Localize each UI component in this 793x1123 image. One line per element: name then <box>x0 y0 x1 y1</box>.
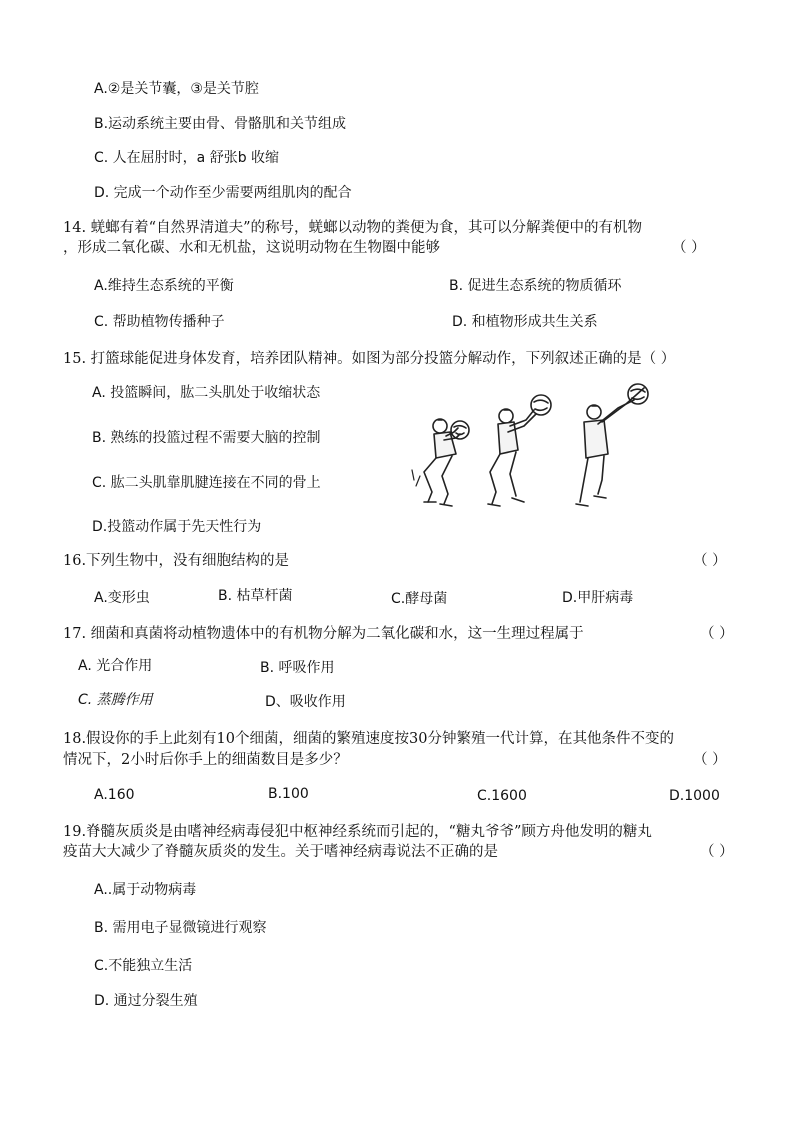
q15-option-c: C. 肱二头肌靠肌腱连接在不同的骨上 <box>92 475 321 491</box>
q16-option-b: B. 枯草杆菌 <box>218 588 293 604</box>
q19-stem-line1: 19.脊髓灰质炎是由嗜神经病毒侵犯中枢神经系统而引起的，“糖丸爷爷”顾方舟他发明的糖丸 <box>63 824 652 840</box>
q17-option-d: D、吸收作用 <box>265 694 346 710</box>
q15-option-d: D.投篮动作属于先天性行为 <box>92 519 262 535</box>
q18-option-b: B.100 <box>268 786 309 802</box>
q14-stem-line1: 14. 蜣螂有着“自然界清道夫”的称号，蜣螂以动物的粪便为食，其可以分解粪便中的有机物 <box>63 220 642 236</box>
q14-answer-bracket: （ ） <box>672 240 706 256</box>
q18-answer-bracket: （ ） <box>693 752 727 768</box>
q19-option-d: D. 通过分裂生殖 <box>94 993 198 1009</box>
q16-answer-bracket: （ ） <box>693 553 727 569</box>
q18-option-d: D.1000 <box>669 788 720 804</box>
q15-option-a: A. 投篮瞬间，肱二头肌处于收缩状态 <box>92 385 321 401</box>
q19-stem-line2: 疫苗大大减少了脊髓灰质炎的发生。关于嗜神经病毒说法不正确的是 <box>63 844 498 860</box>
q14-option-a: A.维持生态系统的平衡 <box>94 278 234 294</box>
q15-stem: 15. 打篮球能促进身体发育，培养团队精神。如图为部分投篮分解动作，下列叙述正确的是（ ） <box>63 351 676 367</box>
q19-option-c: C.不能独立生活 <box>94 958 193 974</box>
q16-option-a: A.变形虫 <box>94 590 150 606</box>
q16-option-c: C.酵母菌 <box>391 591 448 607</box>
q18-stem-line1: 18.假设你的手上此刻有10个细菌，细菌的繁殖速度按30分钟繁殖一代计算，在其他条件不变的 <box>63 731 674 747</box>
q14-option-d: D. 和植物形成共生关系 <box>452 314 598 330</box>
q18-option-c: C.1600 <box>477 788 527 804</box>
q19-answer-bracket: （ ） <box>700 844 734 860</box>
basketball-shooting-figure <box>398 380 660 518</box>
q17-option-a: A. 光合作用 <box>78 658 153 674</box>
q17-stem: 17. 细菌和真菌将动植物遗体中的有机物分解为二氧化碳和水，这一生理过程属于 <box>63 626 584 642</box>
q17-answer-bracket: （ ） <box>700 626 734 642</box>
q16-stem: 16.下列生物中，没有细胞结构的是 <box>63 553 290 569</box>
q17-option-c: C. 蒸腾作用 <box>78 692 153 708</box>
basketball-shooting-figures-icon <box>398 380 660 518</box>
q17-option-b: B. 呼吸作用 <box>260 660 335 676</box>
q14-option-b: B. 促进生态系统的物质循环 <box>449 278 622 294</box>
q13-option-a: A.②是关节囊，③是关节腔 <box>94 81 259 97</box>
q13-option-d: D. 完成一个动作至少需要两组肌肉的配合 <box>94 185 352 201</box>
q15-option-b: B. 熟练的投篮过程不需要大脑的控制 <box>92 430 321 446</box>
q13-option-b: B.运动系统主要由骨、骨骼肌和关节组成 <box>94 116 347 132</box>
q18-stem-line2: 情况下，2小时后你手上的细菌数目是多少？ <box>63 752 348 768</box>
q14-stem-line2: ，形成二氧化碳、水和无机盐，这说明动物在生物圈中能够 <box>63 240 440 256</box>
q13-option-c: C. 人在屈肘时，a 舒张b 收缩 <box>94 150 280 166</box>
q19-option-b: B. 需用电子显微镜进行观察 <box>94 920 267 936</box>
q14-option-c: C. 帮助植物传播种子 <box>94 314 225 330</box>
q19-option-a: A..属于动物病毒 <box>94 882 197 898</box>
q18-option-a: A.160 <box>94 787 135 803</box>
q16-option-d: D.甲肝病毒 <box>562 590 634 606</box>
